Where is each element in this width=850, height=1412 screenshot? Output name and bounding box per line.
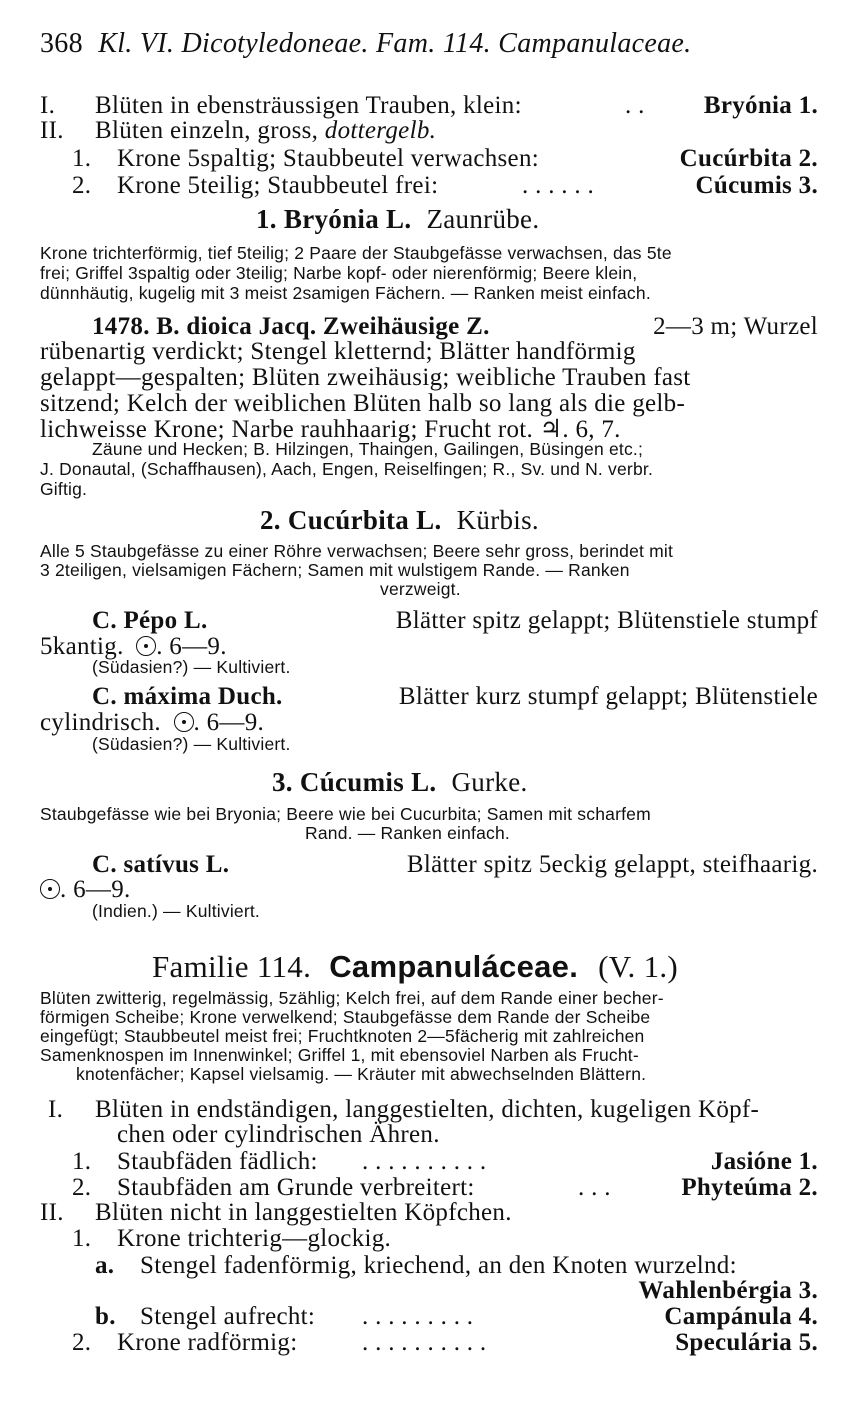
species-text: Blätter kurz stumpf gelappt; Blütenstiele bbox=[398, 683, 818, 710]
species-flowering: . 6—9. bbox=[60, 876, 131, 903]
key-text-italic: dottergelb. bbox=[324, 117, 437, 144]
key-number: I. bbox=[40, 92, 56, 119]
annual-plant-icon bbox=[40, 879, 60, 899]
key-text-part: Blüten einzeln, gross, bbox=[95, 117, 319, 144]
key-text: Staubfäden fädlich: bbox=[117, 1148, 318, 1175]
genus-description-line: Krone trichterförmig, tief 5teilig; 2 Paare der Staubgefässe verwachsen, das 5te bbox=[40, 243, 672, 263]
species-distribution: J. Donautal, (Schaffhausen), Aach, Engen, Reiselfingen; R., Sv. und N. verbr. bbox=[40, 459, 654, 479]
species-text-part: cylindrisch. bbox=[40, 709, 161, 736]
family-heading bbox=[152, 951, 678, 982]
key-genus: Campánula 4. bbox=[664, 1303, 818, 1330]
species-heading: 1478. B. dioica Jacq. Zweihäusige Z. bbox=[92, 313, 490, 340]
key-leader: . . . . . . . . . . bbox=[362, 1148, 487, 1175]
key-text: Krone radförmig: bbox=[117, 1329, 298, 1356]
species-text: rübenartig verdickt; Stengel kletternd; Blätter handförmig bbox=[40, 338, 636, 365]
key-genus: Cúcumis 3. bbox=[695, 172, 818, 199]
key-letter: b. bbox=[95, 1303, 116, 1330]
key-text: Krone 5spaltig; Staubbeutel verwachsen: bbox=[117, 145, 540, 172]
genus-heading bbox=[256, 206, 539, 233]
species-text bbox=[40, 634, 227, 659]
key-text: Krone trichterig—glockig. bbox=[117, 1225, 392, 1252]
key-text: Blüten nicht in langgestielten Köpfchen. bbox=[95, 1199, 512, 1226]
species-flowering: . 6—9. bbox=[193, 709, 265, 736]
annual-plant-icon bbox=[136, 636, 156, 656]
page-header bbox=[40, 30, 691, 58]
species-text: Blätter spitz 5eckig gelappt, steifhaarig. bbox=[406, 851, 818, 878]
species-distribution: (Südasien?) — Kultiviert. bbox=[92, 734, 291, 754]
key-number: 1. bbox=[72, 145, 92, 172]
species-text bbox=[40, 877, 131, 902]
genus-common-name: Zaunrübe. bbox=[426, 204, 540, 234]
key-number: 2. bbox=[72, 1329, 92, 1356]
key-text bbox=[95, 118, 436, 143]
key-leader: . . . . . . bbox=[522, 172, 595, 199]
species-name: C. Pépo L. bbox=[92, 607, 208, 634]
key-genus: Cucúrbita 2. bbox=[679, 145, 818, 172]
species-distribution: (Südasien?) — Kultiviert. bbox=[92, 657, 291, 677]
key-genus: Jasióne 1. bbox=[710, 1148, 818, 1175]
genus-common-name: Kürbis. bbox=[456, 505, 539, 535]
key-leader: . . . bbox=[578, 1174, 611, 1201]
family-class: (V. 1.) bbox=[598, 949, 679, 984]
species-flowering: . 6—9. bbox=[156, 633, 227, 660]
key-text: Stengel aufrecht: bbox=[140, 1303, 316, 1330]
key-number: 2. bbox=[72, 1174, 92, 1201]
page-number: 368 bbox=[40, 28, 83, 59]
genus-heading bbox=[272, 769, 528, 796]
species-name: C. máxima Duch. bbox=[92, 683, 283, 710]
species-text: sitzend; Kelch der weiblichen Blüten halb so lang als die gelb- bbox=[40, 390, 686, 417]
species-text: lichweisse Krone; Narbe rauhhaarig; Frucht rot. ♃. 6, 7. bbox=[40, 416, 621, 443]
genus-description-line: verzweigt. bbox=[380, 579, 461, 599]
key-text: Krone 5teilig; Staubbeutel frei: bbox=[117, 172, 439, 199]
key-number: I. bbox=[48, 1096, 64, 1123]
species-text: Blätter spitz gelappt; Blütenstiele stumpf bbox=[395, 607, 818, 634]
genus-description-line: Staubgefässe wie bei Bryonia; Beere wie bei Cucurbita; Samen mit scharfem bbox=[40, 804, 651, 824]
species-text: 2—3 m; Wurzel bbox=[653, 313, 818, 340]
genus-common-name: Gurke. bbox=[451, 767, 528, 797]
key-number: II. bbox=[40, 117, 64, 144]
species-text bbox=[40, 710, 264, 735]
genus-description-line: 3 2teiligen, vielsamigen Fächern; Samen mit wulstigem Rande. — Ranken bbox=[40, 560, 630, 580]
key-genus: Bryónia 1. bbox=[703, 92, 818, 119]
key-leader: . . bbox=[625, 92, 645, 119]
family-description-line: Blüten zwitterig, regelmässig, 5zählig; Kelch frei, auf dem Rande einer becher- bbox=[40, 988, 664, 1008]
key-item bbox=[40, 93, 55, 118]
family-description-line: Samenknospen im Innenwinkel; Griffel 1, mit ebensoviel Narben als Frucht- bbox=[40, 1045, 639, 1065]
key-text: Stengel fadenförmig, kriechend, an den Knoten wurzelnd: bbox=[140, 1252, 737, 1279]
species-text: gelappt—gespalten; Blüten zweihäusig; weibliche Trauben fast bbox=[40, 364, 691, 391]
genus-name: 3. Cúcumis L. bbox=[272, 767, 437, 797]
key-leader: . . . . . . . . . bbox=[362, 1303, 474, 1330]
species-text-part: 5kantig. bbox=[40, 633, 124, 660]
family-number: Familie 114. bbox=[152, 949, 312, 984]
key-genus: Wahlenbérgia 3. bbox=[638, 1277, 818, 1304]
running-title: Kl. VI. Dicotyledoneae. Fam. 114. Campanulaceae. bbox=[98, 28, 692, 59]
key-genus: Phyteúma 2. bbox=[681, 1174, 818, 1201]
key-letter: a. bbox=[95, 1252, 115, 1279]
key-number: 1. bbox=[72, 1225, 92, 1252]
genus-name: 2. Cucúrbita L. bbox=[260, 505, 442, 535]
genus-name: 1. Bryónia L. bbox=[256, 204, 412, 234]
key-text: Blüten in endständigen, langgestielten, dichten, kugeligen Köpf- bbox=[95, 1096, 760, 1123]
key-number: II. bbox=[40, 1199, 64, 1226]
key-text: Staubfäden am Grunde verbreitert: bbox=[117, 1174, 475, 1201]
annual-plant-icon bbox=[174, 712, 194, 732]
key-number: 2. bbox=[72, 172, 92, 199]
key-text: chen oder cylindrischen Ähren. bbox=[117, 1121, 440, 1148]
key-genus: Speculária 5. bbox=[675, 1329, 818, 1356]
species-distribution: Zäune und Hecken; B. Hilzingen, Thaingen, Gailingen, Büsingen etc.; bbox=[92, 439, 644, 459]
genus-description-line: dünnhäutig, kugelig mit 3 meist 2samigen Fächern. — Ranken meist einfach. bbox=[40, 283, 651, 303]
key-leader: . . . . . . . . . . bbox=[362, 1329, 487, 1356]
species-distribution: (Indien.) — Kultiviert. bbox=[92, 901, 260, 921]
key-number: 1. bbox=[72, 1148, 92, 1175]
family-description-line: knotenfächer; Kapsel vielsamig. — Kräuter mit abwechselnden Blättern. bbox=[76, 1064, 647, 1084]
key-text: Blüten in ebensträussigen Trauben, klein: bbox=[95, 92, 522, 119]
species-distribution: Giftig. bbox=[40, 479, 88, 499]
family-description-line: förmigen Scheibe; Krone verwelkend; Staubgefässe dem Rande der Scheibe bbox=[40, 1007, 651, 1027]
genus-description-line: frei; Griffel 3spaltig oder 3teilig; Narbe kopf- oder nierenförmig; Beere klein, bbox=[40, 263, 638, 283]
genus-heading bbox=[260, 507, 539, 534]
family-description-line: eingefügt; Staubbeutel meist frei; Fruchtknoten 2—5fächerig mit zahlreichen bbox=[40, 1026, 645, 1046]
species-name: C. satívus L. bbox=[92, 851, 230, 878]
genus-description-line: Alle 5 Staubgefässe zu einer Röhre verwachsen; Beere sehr gross, berindet mit bbox=[40, 541, 674, 561]
genus-description-line: Rand. — Ranken einfach. bbox=[305, 823, 510, 843]
family-name: Campanuláceae. bbox=[329, 949, 579, 984]
